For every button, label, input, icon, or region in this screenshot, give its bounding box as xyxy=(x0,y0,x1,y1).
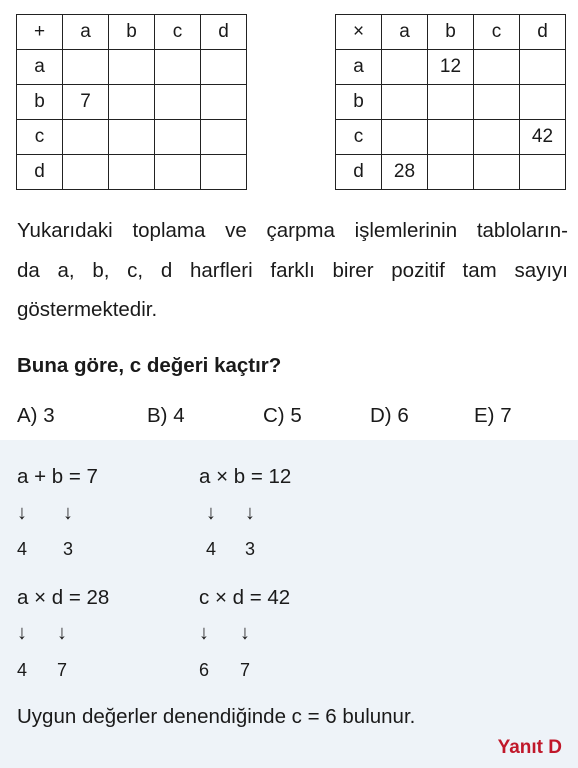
mul-table-row xyxy=(336,15,566,50)
add-table-row xyxy=(17,155,247,190)
add-table-column-header: b xyxy=(109,15,155,50)
down-arrow-icon: ↓ xyxy=(17,502,27,524)
mul-table-row xyxy=(336,120,566,155)
add-table-cell xyxy=(109,50,155,85)
add-table-column-header: a xyxy=(63,15,109,50)
add-table-cell xyxy=(155,155,201,190)
mul-table-cell: 42 xyxy=(520,120,566,155)
mul-table-row xyxy=(336,85,566,120)
add-table-cell xyxy=(201,155,247,190)
down-arrow-icon: ↓ xyxy=(245,502,255,524)
value-a: 4 xyxy=(17,660,28,680)
add-table-cell xyxy=(155,85,201,120)
mul-table-cell xyxy=(382,50,428,85)
mul-table-cell xyxy=(428,155,474,190)
mul-table-row-header: a xyxy=(336,50,382,85)
add-table-cell xyxy=(109,120,155,155)
mul-table-cell xyxy=(428,85,474,120)
option-d[interactable]: D) 6 xyxy=(370,404,409,427)
value-c: 6 xyxy=(199,660,210,680)
option-c[interactable]: C) 5 xyxy=(263,404,302,427)
add-table-cell xyxy=(109,155,155,190)
option-a[interactable]: A) 3 xyxy=(17,404,55,427)
down-arrow-icon: ↓ xyxy=(57,622,67,644)
question-line-1: Yukarıdaki toplama ve çarpma işlemlerinin tabloların- xyxy=(17,219,568,242)
addition-table xyxy=(16,14,247,190)
mul-table-row-header: b xyxy=(336,85,382,120)
value-d: 7 xyxy=(240,660,251,680)
option-b[interactable]: B) 4 xyxy=(147,404,185,427)
down-arrow-icon: ↓ xyxy=(240,622,250,644)
solution-conclusion: Uygun değerler denendiğinde c = 6 bulunur. xyxy=(17,705,416,728)
add-table-column-header: c xyxy=(155,15,201,50)
mul-table-cell xyxy=(520,50,566,85)
multiplication-table xyxy=(335,14,566,190)
add-table-cell xyxy=(201,85,247,120)
add-table-cell xyxy=(109,85,155,120)
add-table-cell xyxy=(63,50,109,85)
mul-table-operator: × xyxy=(336,15,382,50)
value-a: 4 xyxy=(206,539,217,559)
question-prompt: Buna göre, c değeri kaçtır? xyxy=(17,354,282,377)
mul-table-row-header: d xyxy=(336,155,382,190)
value-b: 3 xyxy=(245,539,256,559)
add-table-column-header: d xyxy=(201,15,247,50)
mul-table-cell: 12 xyxy=(428,50,474,85)
add-table-row-header: b xyxy=(17,85,63,120)
mul-table-cell xyxy=(382,120,428,155)
mul-table-column-header: c xyxy=(474,15,520,50)
value-b: 3 xyxy=(63,539,74,559)
mul-table-row xyxy=(336,50,566,85)
equation-product-ad: a × d = 28 xyxy=(17,586,110,609)
value-a: 4 xyxy=(17,539,28,559)
mul-table-cell: 28 xyxy=(382,155,428,190)
answer-label: Yanıt D xyxy=(497,737,562,758)
mul-table-cell xyxy=(474,155,520,190)
mul-table-cell xyxy=(520,85,566,120)
add-table-cell xyxy=(63,120,109,155)
question-line-3: göstermektedir. xyxy=(17,298,158,321)
add-table-cell xyxy=(63,155,109,190)
value-d: 7 xyxy=(57,660,68,680)
mul-table-row xyxy=(336,155,566,190)
mul-table-column-header: d xyxy=(520,15,566,50)
equation-product-cd: c × d = 42 xyxy=(199,586,291,609)
option-e[interactable]: E) 7 xyxy=(474,404,512,427)
add-table-cell: 7 xyxy=(63,85,109,120)
mul-table-column-header: b xyxy=(428,15,474,50)
mul-table-row-header: c xyxy=(336,120,382,155)
add-table-operator: + xyxy=(17,15,63,50)
mul-table-cell xyxy=(520,155,566,190)
mul-table-cell xyxy=(474,120,520,155)
mul-table-cell xyxy=(474,50,520,85)
question-line-2: da a, b, c, d harfleri farklı birer pozitif tam sayıyı xyxy=(17,259,568,282)
add-table-cell xyxy=(155,50,201,85)
down-arrow-icon: ↓ xyxy=(206,502,216,524)
mul-table-cell xyxy=(428,120,474,155)
equation-sum-ab: a + b = 7 xyxy=(17,465,98,488)
down-arrow-icon: ↓ xyxy=(63,502,73,524)
add-table-cell xyxy=(201,50,247,85)
mul-table-column-header: a xyxy=(382,15,428,50)
add-table-cell xyxy=(155,120,201,155)
add-table-row xyxy=(17,50,247,85)
mul-table-cell xyxy=(382,85,428,120)
add-table-row-header: d xyxy=(17,155,63,190)
down-arrow-icon: ↓ xyxy=(199,622,209,644)
add-table-row-header: a xyxy=(17,50,63,85)
mul-table-cell xyxy=(474,85,520,120)
down-arrow-icon: ↓ xyxy=(17,622,27,644)
add-table-row-header: c xyxy=(17,120,63,155)
add-table-row xyxy=(17,15,247,50)
equation-product-ab: a × b = 12 xyxy=(199,465,292,488)
add-table-row xyxy=(17,85,247,120)
add-table-cell xyxy=(201,120,247,155)
add-table-row xyxy=(17,120,247,155)
